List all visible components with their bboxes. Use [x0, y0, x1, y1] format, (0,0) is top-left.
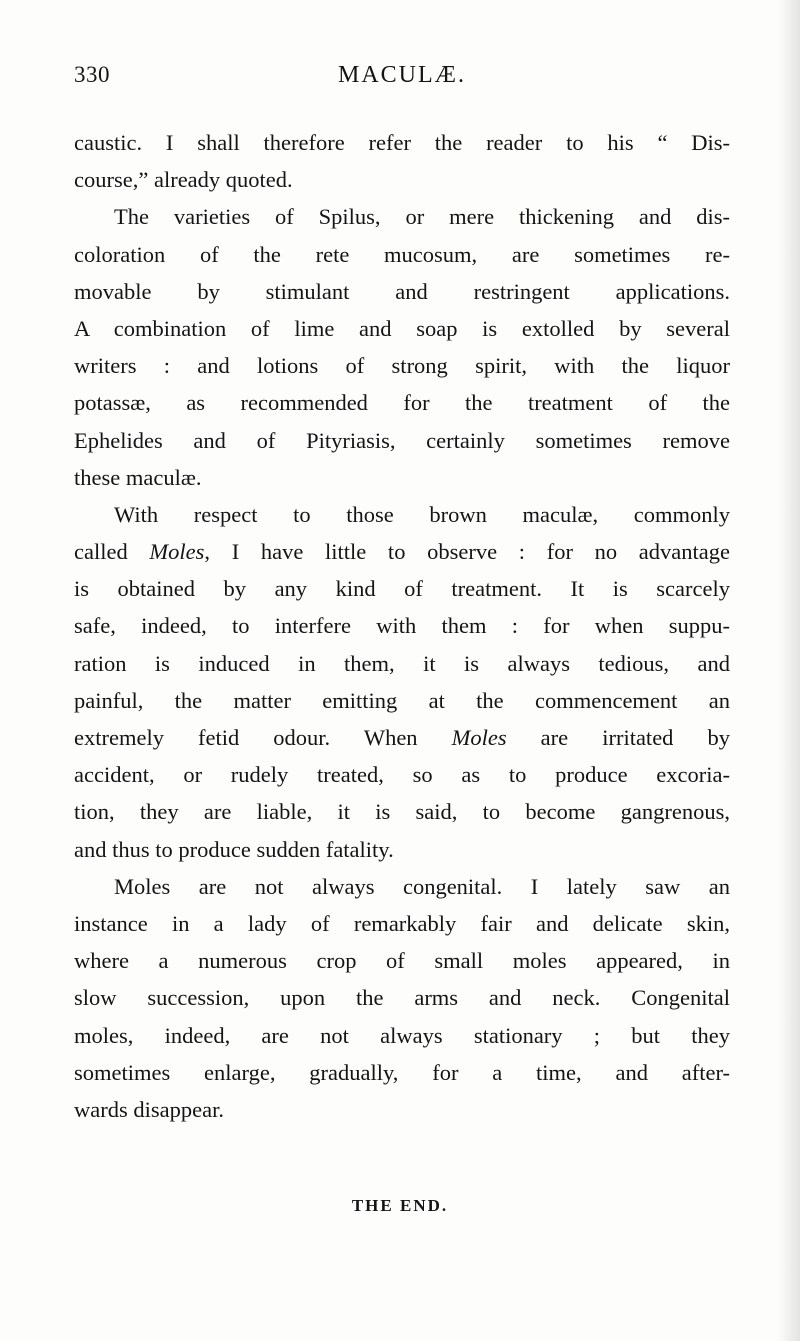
text-line: moles, indeed, are not always stationary ; but they [74, 1022, 730, 1048]
text-line: is obtained by any kind of treatment. It is scarcely [74, 576, 730, 602]
text-line: A combination of lime and soap is extolled by several [74, 315, 730, 341]
page-number: 330 [74, 62, 110, 87]
text-line: writers : and lotions of strong spirit, with the liquor [74, 353, 730, 379]
text-line: and thus to produce sudden fatality. [74, 836, 394, 862]
running-head: MACULÆ. [337, 62, 466, 88]
text-line: Ephelides and of Pityriasis, certainly sometimes remove [74, 427, 730, 453]
text-line: tion, they are liable, it is said, to become gangrenous, [74, 799, 730, 825]
text-line: course,” already quoted. [74, 167, 293, 193]
text-line: potassæ, as recommended for the treatment of the [74, 390, 730, 416]
text-line: safe, indeed, to interfere with them : for when suppu- [74, 613, 730, 639]
page-edge-shadow [778, 0, 800, 1341]
text-line: where a numerous crop of small moles appeared, in [74, 948, 730, 974]
text-line: instance in a lady of remarkably fair and delicate skin, [74, 910, 730, 936]
text-line: The varieties of Spilus, or mere thickening and dis- [114, 204, 730, 230]
text-line: these maculæ. [74, 464, 202, 490]
italic-term: Moles [451, 725, 507, 750]
text-line: painful, the matter emitting at the commencement an [74, 687, 730, 713]
paragraph-2 [74, 198, 730, 496]
text-line: With respect to those brown maculæ, commonly [114, 501, 730, 527]
text-line: wards disappear. [74, 1096, 224, 1122]
text-line: sometimes enlarge, gradually, for a time, and after- [74, 1059, 730, 1085]
page-header [74, 62, 730, 102]
paragraph-3 [74, 496, 730, 868]
text-line: coloration of the rete mucosum, are sometimes re- [74, 241, 730, 267]
paragraph-4 [74, 868, 730, 1128]
text-line: ration is induced in them, it is always tedious, and [74, 650, 730, 676]
body-text [74, 124, 730, 1128]
paragraph-1 [74, 124, 730, 198]
text-line: caustic. I shall therefore refer the reader to his “ Dis- [74, 130, 730, 155]
text-line: movable by stimulant and restringent applications. [74, 278, 730, 304]
text-line: Moles are not always congenital. I lately saw an [114, 873, 730, 899]
text-line: called Moles, I have little to observe : for no advantage [74, 539, 730, 565]
text-line: extremely fetid odour. When Moles are irritated by [74, 725, 730, 750]
text-line: slow succession, upon the arms and neck. Congenital [74, 985, 730, 1011]
end-mark: THE END. [351, 1196, 449, 1215]
italic-term: Moles [149, 539, 205, 565]
text-line: accident, or rudely treated, so as to produce excoria- [74, 762, 730, 788]
